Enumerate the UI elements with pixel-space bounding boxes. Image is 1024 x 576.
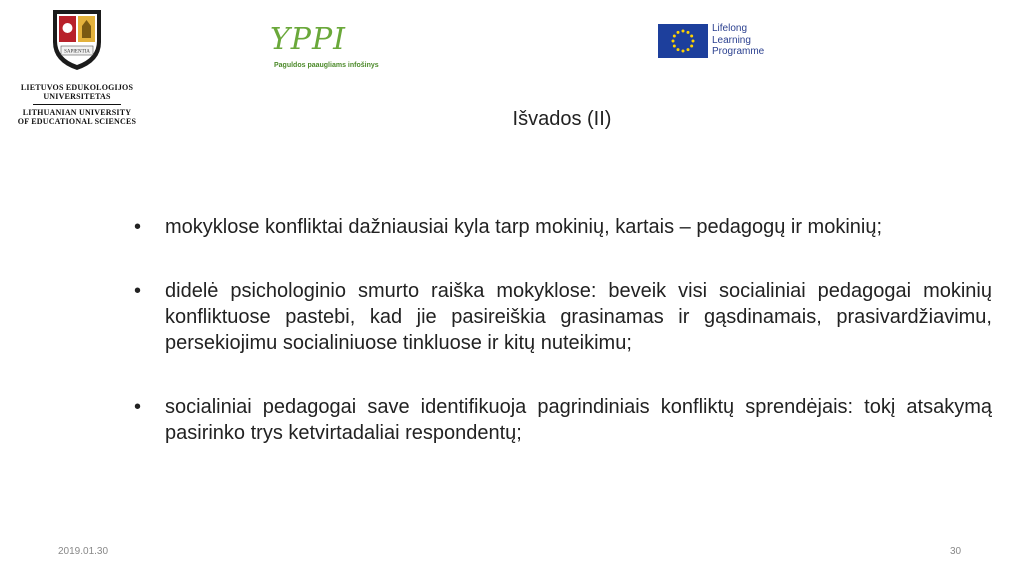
eu-star-icon xyxy=(687,31,690,34)
bullet-icon: • xyxy=(134,216,142,238)
eu-star-icon xyxy=(682,30,685,33)
university-name-en-2: OF EDUCATIONAL SCIENCES xyxy=(17,117,137,126)
university-logo xyxy=(10,8,144,126)
eu-star-icon xyxy=(672,40,675,43)
eu-line-2: Learning xyxy=(712,34,751,46)
eu-star-icon xyxy=(677,31,680,34)
university-shield-icon xyxy=(49,8,105,72)
eu-star-icon xyxy=(687,48,690,51)
list-item-text: didelė psichologinio smurto raiška mokyklose: beveik visi socialiniai pedagogai mokinių konfliktuose pastebi, kad jie pasireiškia grasinamas ir gąsdinamais, prasivardžiavimu, persekiojimu socialiniuose tinkluose ir kitų nuteikimu; xyxy=(165,280,992,354)
bullet-icon: • xyxy=(134,396,142,418)
eu-star-icon xyxy=(677,48,680,51)
eu-star-icon xyxy=(690,35,693,38)
eu-line-1: Lifelong xyxy=(712,23,748,34)
list-item xyxy=(134,278,992,356)
eu-star-icon xyxy=(682,50,685,53)
university-name-lt-1: LIETUVOS EDUKOLOGIJOS xyxy=(20,83,134,92)
eu-star-icon xyxy=(673,45,676,48)
slide-title: Išvados (II) xyxy=(512,108,612,130)
university-name-en-1: LITHUANIAN UNIVERSITY xyxy=(22,108,132,117)
eu-star-icon xyxy=(690,45,693,48)
eu-star-icon xyxy=(673,35,676,38)
list-item xyxy=(134,394,992,446)
eu-llp-logo xyxy=(658,22,788,60)
project-logo xyxy=(270,22,379,74)
bullet-icon: • xyxy=(134,280,142,302)
project-logo-subtitle: Paguldos paaugliams infošinys xyxy=(274,62,379,69)
university-name-lt-2: UNIVERSITETAS xyxy=(43,92,111,101)
page-number: 30 xyxy=(950,546,962,557)
conclusions-list xyxy=(134,214,992,484)
list-item-text: mokyklose konfliktai dažniausiai kyla tarp mokinių, kartais – pedagogų ir mokinių; xyxy=(165,216,883,238)
university-divider xyxy=(33,104,121,105)
eu-line-3: Programme xyxy=(712,46,765,57)
eu-flag-icon xyxy=(658,24,708,58)
list-item xyxy=(134,214,992,240)
eu-programme-text xyxy=(712,23,764,58)
footer-date: 2019.01.30 xyxy=(58,546,109,557)
project-logo-text: YPPI xyxy=(270,22,347,57)
university-seal-text: SAPIENTIA xyxy=(64,49,90,55)
list-item-text: socialiniai pedagogai save identifikuoja pagrindiniais konfliktų sprendėjais: tokį atsakymą pasirinko trys ketvirtadaliai respondentų; xyxy=(165,396,992,444)
eu-star-icon xyxy=(692,40,695,43)
